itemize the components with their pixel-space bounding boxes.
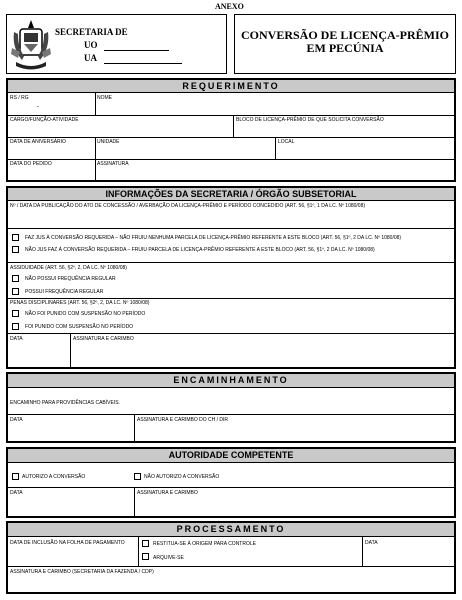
rs-divider [95,93,96,115]
nao-punido-label: NÃO FOI PUNIDO COM SUSPENSÃO NO PERÍODO [25,311,146,317]
rs-dash: - [37,104,39,110]
proc-assinatura-label: ASSINATURA E CARIMBO (SECRETARIA DA FAZENDA / CDP) [10,569,154,575]
data-pedido-label: DATA DO PEDIDO [10,161,52,167]
encaminhamento-title: ENCAMINHAMENTO [8,374,454,388]
nao-faz-jus-checkbox[interactable] [12,246,19,253]
header-title-box [234,14,456,74]
proc-row-divider [8,566,454,567]
faz-jus-label: FAZ JUS À CONVERSÃO REQUERIDA – NÃO FRUIU NENHUMA PARCELA DE LICENÇA-PRÊMIO REFERENTE A ESTE BLOCO (ART. 56, §1º, 2 DA LC. Nº 1080/08) [25,235,402,241]
nao-possui-label: NÃO POSSUI FREQUÊNCIA REGULAR [25,276,116,282]
encaminhamento-section [6,372,456,443]
proc-divider-1 [138,537,139,566]
requerimento-title: REQUERIMENTO [8,80,454,93]
uo-line [104,50,169,51]
processamento-section [6,521,456,594]
ua-line [104,63,182,64]
arquive-label: ARQUIVE-SE [153,555,184,561]
autorizo-label: AUTORIZO A CONVERSÃO [22,474,86,480]
anexo-label: ANEXO [215,2,244,11]
restitua-label: RESTITUA-SE À ORIGEM PARA CONTROLE [153,541,256,547]
coat-of-arms-icon [10,18,52,72]
unidade-label: UNIDADE [97,139,120,145]
enc-divider [8,414,454,415]
proc-data-label: DATA [365,540,378,546]
unidade-divider [275,137,276,159]
nao-possui-checkbox[interactable] [12,275,19,282]
encaminho-text: ENCAMINHO PARA PROVIDÊNCIAS CABÍVEIS. [10,400,120,406]
secretaria-label: SECRETARIA DE [55,27,128,37]
ua-label: UA [84,53,97,63]
penas-label: PENAS DISCIPLINARES (ART. 56, §2º, 2, DA LC. Nº 1080/08) [10,300,150,306]
informacoes-section [6,186,456,369]
assinatura-label: ASSINATURA [97,161,129,167]
aniv-divider [95,137,96,159]
foi-punido-checkbox[interactable] [12,323,19,330]
possui-label: POSSUI FREQUÊNCIA REGULAR [25,289,104,295]
row1-divider [8,115,454,116]
row3-divider [8,159,454,160]
autoridade-section [6,447,456,518]
aut-data-divider [134,487,135,516]
autoridade-title: AUTORIDADE COMPETENTE [8,449,454,463]
nao-faz-jus-label: NÃO JUS FAZ À CONVERSÃO REQUERIDA – FRUIU PARCELA DE LICENÇA-PRÊMIO REFERENTE A ESTE BLOCO (ART. 56, §1º, 2 DA LC. Nº 1080/08) [25,247,375,253]
pedido-divider [95,159,96,180]
nao-punido-checkbox[interactable] [12,310,19,317]
enc-data-divider [134,414,135,441]
assiduidade-label: ASSIDUIDADE (ART. 56, §2º, 2, DA LC. Nº 1080/08) [10,265,127,271]
assid-divider [8,298,454,299]
info-data-label: DATA [10,336,23,342]
rs-rg-label: RS / RG [10,95,29,101]
header-secretaria-box [6,14,227,74]
possui-checkbox[interactable] [12,288,19,295]
enc-assinatura-label: ASSINATURA E CARIMBO DO CH / DIR [137,417,229,423]
faz-jus-checkbox[interactable] [12,234,19,241]
proc-divider-2 [362,537,363,566]
data-aniversario-label: DATA DE ANIVERSÁRIO [10,139,66,145]
form-title-line2: EM PECÚNIA [306,41,384,55]
processamento-title: PROCESSAMENTO [8,523,454,537]
enc-data-label: DATA [10,417,23,423]
nome-label: NOME [97,95,112,101]
nao-autorizo-checkbox[interactable] [134,473,141,480]
nao-autorizo-label: NÃO AUTORIZO A CONVERSÃO [144,474,220,480]
cargo-label: CARGO/FUNÇÃO-ATIVIDADE [10,117,79,123]
cargo-divider [233,115,234,137]
local-label: LOCAL [278,139,295,145]
arquive-checkbox[interactable] [142,553,149,560]
jus-divider [8,262,454,263]
info-assinatura-label: ASSINATURA E CARIMBO [73,336,134,342]
aut-assinatura-label: ASSINATURA E CARIMBO [137,490,198,496]
form-title-line1: CONVERSÃO DE LICENÇA-PRÊMIO [240,28,449,42]
publicacao-label: Nº / DATA DA PUBLICAÇÃO DO ATO DE CONCESSÃO / AVERBAÇÃO DA LICENÇA-PRÊMIO E PERÍODO CONCEDIDO (ART. 56, §1º, 1 DA LC. Nº 1080/08) [10,203,366,209]
info-data-divider [70,333,71,367]
data-inclusao-label: DATA DE INCLUSÃO NA FOLHA DE PAGAMENTO [10,540,125,546]
aut-divider [8,487,454,488]
autorizo-checkbox[interactable] [12,473,19,480]
pub-divider [8,228,454,229]
restitua-checkbox[interactable] [142,540,149,547]
foi-punido-label: FOI PUNIDO COM SUSPENSÃO NO PERÍODO [25,324,134,330]
informacoes-title: INFORMAÇÕES DA SECRETARIA / ÓRGÃO SUBSETORIAL [8,188,454,201]
uo-label: UO [84,40,98,50]
bloco-label: BLOCO DE LICENÇA-PRÊMIO DE QUE SOLICITA CONVERSÃO [236,117,384,123]
requerimento-section [6,78,456,182]
aut-data-label: DATA [10,490,23,496]
row2-divider [8,137,454,138]
penas-divider [8,333,454,334]
